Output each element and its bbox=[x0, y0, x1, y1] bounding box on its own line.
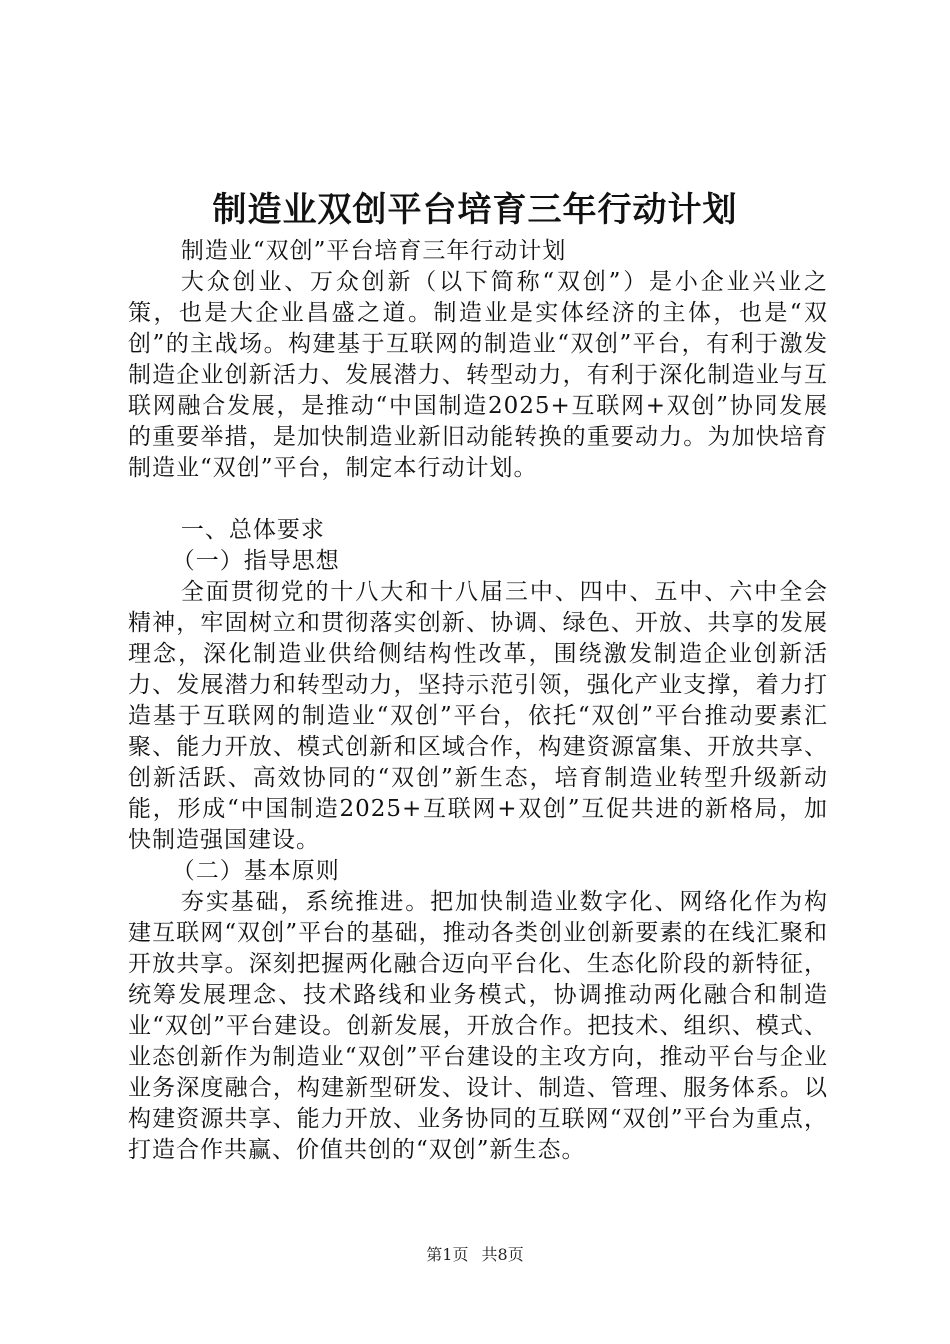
document-title: 制造业双创平台培育三年行动计划 bbox=[212, 190, 738, 230]
guiding-ideology-paragraph: 全面贯彻党的十八大和十八届三中、四中、五中、六中全会精神，牢固树立和贯彻落实创新、协调、绿色、开放、共享的发展理念，深化制造业供给侧结构性改革，围绕激发制造企业创新活力、发展潜力和转型动力，坚持示范引领，强化产业支撑，着力打造基于互联网的制造业“双创”平台，依托“双创”平台推动要素汇聚、能力开放、模式创新和区域合作，构建资源富集、开放共享、创新活跃、高效协同的“双创”新生态，培育制造业转型升级新动能，形成“中国制造2025+互联网+双创”互促共进的新格局，加快制造强国建设。 bbox=[128, 579, 828, 853]
basic-principles-paragraph: 夯实基础，系统推进。把加快制造业数字化、网络化作为构建互联网“双创”平台的基础，推动各类创业创新要素的在线汇聚和开放共享。深刻把握两化融合迈向平台化、生态化阶段的新特征，统筹发展理念、技术路线和业务模式，协调推动两化融合和制造业“双创”平台建设。创新发展，开放合作。把技术、组织、模式、业态创新作为制造业“双创”平台建设的主攻方向，推动平台与企业业务深度融合，构建新型研发、设计、制造、管理、服务体系。以构建资源共享、能力开放、业务协同的互联网“双创”平台为重点，打造合作共赢、价值共创的“双创”新生态。 bbox=[128, 889, 828, 1163]
page-total: 共8页 bbox=[481, 1245, 524, 1264]
page-footer bbox=[0, 1244, 950, 1266]
subsection-heading-basic-principles: （二）基本原则 bbox=[171, 858, 340, 884]
document-subtitle: 制造业“双创”平台培育三年行动计划 bbox=[180, 238, 567, 264]
page-number: 第1页 bbox=[426, 1245, 469, 1264]
section-heading-general-requirements: 一、总体要求 bbox=[180, 517, 325, 543]
intro-paragraph: 大众创业、万众创新（以下简称“双创”）是小企业兴业之策，也是大企业昌盛之道。制造业是实体经济的主体，也是“双创”的主战场。构建基于互联网的制造业“双创”平台，有利于激发制造企业创新活力、发展潜力、转型动力，有利于深化制造业与互联网融合发展，是推动“中国制造2025+互联网+双创”协同发展的重要举措，是加快制造业新旧动能转换的重要动力。为加快培育制造业“双创”平台，制定本行动计划。 bbox=[128, 269, 828, 481]
subsection-heading-guiding-ideology: （一）指导思想 bbox=[171, 548, 340, 574]
paragraph-gap bbox=[128, 484, 828, 515]
document-body bbox=[128, 236, 828, 1166]
